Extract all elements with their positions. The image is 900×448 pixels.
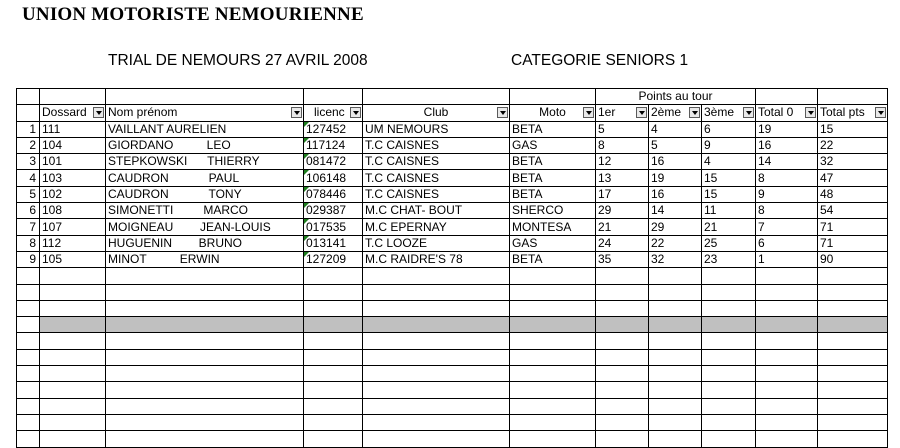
- empty-cell[interactable]: [702, 414, 756, 430]
- cell-dossard[interactable]: 104: [40, 137, 106, 153]
- filter-dropdown-icon[interactable]: [291, 107, 302, 118]
- filter-dropdown-icon[interactable]: [350, 107, 361, 118]
- empty-cell[interactable]: [510, 431, 596, 447]
- empty-row: [17, 382, 888, 398]
- cell-nom[interactable]: STEPKOWSKI THIERRY: [106, 154, 304, 170]
- empty-cell[interactable]: [596, 431, 649, 447]
- empty-row: [17, 398, 888, 414]
- cell-moto[interactable]: BETA: [510, 186, 596, 202]
- cell-moto[interactable]: GAS: [510, 137, 596, 153]
- empty-cell[interactable]: [702, 268, 756, 284]
- cell-total0[interactable]: 8: [756, 203, 818, 219]
- cell-tour3[interactable]: 15: [702, 170, 756, 186]
- cell-dossard[interactable]: 112: [40, 235, 106, 251]
- cell-total0[interactable]: 9: [756, 186, 818, 202]
- cell-totalpts[interactable]: 47: [818, 170, 888, 186]
- cell-nom[interactable]: GIORDANO LEO: [106, 137, 304, 153]
- cell-tour3[interactable]: 6: [702, 121, 756, 137]
- empty-cell[interactable]: [510, 284, 596, 300]
- cell-tour1[interactable]: 5: [596, 121, 649, 137]
- organization-title: UNION MOTORISTE NEMOURIENNE: [22, 4, 364, 25]
- cell-moto[interactable]: MONTESA: [510, 219, 596, 235]
- cell: [17, 89, 40, 105]
- cell-total0[interactable]: 14: [756, 154, 818, 170]
- empty-cell[interactable]: [702, 431, 756, 447]
- empty-cell[interactable]: [596, 398, 649, 414]
- cell: [40, 89, 106, 105]
- filter-dropdown-icon[interactable]: [743, 107, 754, 118]
- cell-nom[interactable]: CAUDRON TONY: [106, 186, 304, 202]
- empty-cell[interactable]: [818, 333, 888, 349]
- table-row: [17, 203, 888, 219]
- empty-cell[interactable]: [649, 414, 702, 430]
- empty-cell[interactable]: [596, 382, 649, 398]
- empty-cell[interactable]: [702, 366, 756, 382]
- header-totalpts: [818, 105, 888, 121]
- cell-licence[interactable]: 106148: [304, 170, 363, 186]
- cell-club[interactable]: M.C EPERNAY: [363, 219, 510, 235]
- empty-cell[interactable]: [649, 366, 702, 382]
- header-tour2-label: 2ème: [651, 105, 682, 120]
- cell-nom[interactable]: HUGUENIN BRUNO: [106, 235, 304, 251]
- cell-tour1[interactable]: 24: [596, 235, 649, 251]
- empty-cell[interactable]: [649, 284, 702, 300]
- cell-club[interactable]: T.C CAISNES: [363, 154, 510, 170]
- cell-tour1[interactable]: 29: [596, 203, 649, 219]
- empty-cell[interactable]: [363, 333, 510, 349]
- empty-cell[interactable]: [596, 268, 649, 284]
- empty-cell[interactable]: [40, 300, 106, 316]
- table-row: [17, 170, 888, 186]
- empty-cell[interactable]: [17, 284, 40, 300]
- cell-nom[interactable]: CAUDRON PAUL: [106, 170, 304, 186]
- empty-cell[interactable]: [17, 431, 40, 447]
- header-licence: [304, 105, 363, 121]
- empty-cell[interactable]: [17, 333, 40, 349]
- empty-cell[interactable]: [596, 284, 649, 300]
- empty-cell[interactable]: [363, 268, 510, 284]
- empty-cell[interactable]: [596, 349, 649, 365]
- empty-cell[interactable]: [510, 349, 596, 365]
- empty-cell[interactable]: [17, 349, 40, 365]
- header-tour3: [702, 105, 756, 121]
- empty-cell[interactable]: [40, 333, 106, 349]
- cell-tour2[interactable]: 29: [649, 219, 702, 235]
- empty-cell[interactable]: [304, 268, 363, 284]
- empty-row: [17, 317, 888, 333]
- empty-cell[interactable]: [363, 317, 510, 333]
- empty-cell[interactable]: [106, 366, 304, 382]
- row-number[interactable]: 8: [17, 235, 40, 251]
- empty-cell[interactable]: [756, 349, 818, 365]
- table-row: [17, 121, 888, 137]
- empty-row: [17, 431, 888, 447]
- table-row: [17, 219, 888, 235]
- empty-cell[interactable]: [702, 382, 756, 398]
- cell-tour3[interactable]: 4: [702, 154, 756, 170]
- empty-cell[interactable]: [649, 398, 702, 414]
- cell-licence[interactable]: 117124: [304, 137, 363, 153]
- table-row: [17, 186, 888, 202]
- empty-cell[interactable]: [818, 431, 888, 447]
- cell-total0[interactable]: 16: [756, 137, 818, 153]
- empty-cell[interactable]: [649, 349, 702, 365]
- empty-cell[interactable]: [702, 284, 756, 300]
- cell-tour3[interactable]: 21: [702, 219, 756, 235]
- filter-dropdown-icon[interactable]: [497, 107, 508, 118]
- cell-club[interactable]: UM NEMOURS: [363, 121, 510, 137]
- empty-cell[interactable]: [596, 333, 649, 349]
- empty-cell[interactable]: [756, 366, 818, 382]
- header-tour1: [596, 105, 649, 121]
- points-au-tour-header: Points au tour: [596, 89, 756, 105]
- empty-cell[interactable]: [40, 431, 106, 447]
- table-row: [17, 235, 888, 251]
- empty-row: [17, 300, 888, 316]
- empty-cell[interactable]: [596, 366, 649, 382]
- cell: [304, 89, 363, 105]
- cell-club[interactable]: M.C CHAT- BOUT: [363, 203, 510, 219]
- empty-cell[interactable]: [304, 382, 363, 398]
- header-nom: [106, 105, 304, 121]
- header-total0-label: Total 0: [758, 105, 794, 120]
- filter-dropdown-icon[interactable]: [689, 107, 700, 118]
- empty-cell[interactable]: [304, 333, 363, 349]
- empty-cell[interactable]: [702, 349, 756, 365]
- empty-cell[interactable]: [756, 300, 818, 316]
- empty-cell[interactable]: [818, 284, 888, 300]
- empty-cell[interactable]: [106, 284, 304, 300]
- cell-dossard[interactable]: 111: [40, 121, 106, 137]
- empty-cell[interactable]: [649, 300, 702, 316]
- empty-row: [17, 414, 888, 430]
- header-totalpts-label: Total pts: [820, 105, 865, 120]
- cell-moto[interactable]: BETA: [510, 251, 596, 267]
- group-header-row: [17, 89, 888, 105]
- header-tour2: [649, 105, 702, 121]
- cell-club[interactable]: T.C LOOZE: [363, 235, 510, 251]
- empty-cell[interactable]: [363, 366, 510, 382]
- empty-cell[interactable]: [818, 268, 888, 284]
- table-row: [17, 154, 888, 170]
- empty-cell[interactable]: [510, 333, 596, 349]
- cell-licence[interactable]: 078446: [304, 186, 363, 202]
- header-club: [363, 105, 510, 121]
- empty-cell[interactable]: [304, 431, 363, 447]
- cell-licence[interactable]: 081472: [304, 154, 363, 170]
- cell-tour3[interactable]: 25: [702, 235, 756, 251]
- empty-cell[interactable]: [510, 317, 596, 333]
- empty-cell[interactable]: [702, 333, 756, 349]
- cell-total0[interactable]: 1: [756, 251, 818, 267]
- cell-nom[interactable]: SIMONETTI MARCO: [106, 203, 304, 219]
- cell-moto[interactable]: SHERCO: [510, 203, 596, 219]
- empty-cell[interactable]: [363, 300, 510, 316]
- header-dossard: [40, 105, 106, 121]
- empty-cell[interactable]: [106, 431, 304, 447]
- empty-cell[interactable]: [40, 349, 106, 365]
- cell-licence[interactable]: 127209: [304, 251, 363, 267]
- cell-totalpts[interactable]: 71: [818, 235, 888, 251]
- header-moto: [510, 105, 596, 121]
- cell-nom[interactable]: MINOT ERWIN: [106, 251, 304, 267]
- empty-cell[interactable]: [818, 366, 888, 382]
- empty-cell[interactable]: [304, 349, 363, 365]
- column-header-row: [17, 105, 888, 121]
- header-moto-label: Moto: [539, 105, 566, 120]
- cell-nom[interactable]: MOIGNEAU JEAN-LOUIS: [106, 219, 304, 235]
- row-number[interactable]: 5: [17, 186, 40, 202]
- cell-dossard[interactable]: 105: [40, 251, 106, 267]
- empty-cell[interactable]: [818, 414, 888, 430]
- empty-cell[interactable]: [649, 431, 702, 447]
- empty-cell[interactable]: [510, 414, 596, 430]
- empty-cell[interactable]: [106, 268, 304, 284]
- empty-cell[interactable]: [756, 431, 818, 447]
- cell-tour2[interactable]: 14: [649, 203, 702, 219]
- empty-cell[interactable]: [363, 284, 510, 300]
- empty-cell[interactable]: [40, 382, 106, 398]
- cell-totalpts[interactable]: 48: [818, 186, 888, 202]
- cell-tour1[interactable]: 8: [596, 137, 649, 153]
- table-row: [17, 137, 888, 153]
- cell-total0[interactable]: 19: [756, 121, 818, 137]
- empty-cell[interactable]: [818, 398, 888, 414]
- category-subtitle: CATEGORIE SENIORS 1: [511, 52, 689, 69]
- empty-cell[interactable]: [17, 268, 40, 284]
- empty-cell[interactable]: [649, 317, 702, 333]
- empty-cell[interactable]: [304, 398, 363, 414]
- empty-cell[interactable]: [17, 382, 40, 398]
- row-number[interactable]: 9: [17, 251, 40, 267]
- cell-totalpts[interactable]: 90: [818, 251, 888, 267]
- row-number[interactable]: 2: [17, 137, 40, 153]
- filter-dropdown-icon[interactable]: [583, 107, 594, 118]
- cell-tour2[interactable]: 19: [649, 170, 702, 186]
- cell-moto[interactable]: BETA: [510, 121, 596, 137]
- empty-cell[interactable]: [304, 317, 363, 333]
- empty-cell[interactable]: [649, 268, 702, 284]
- cell-tour2[interactable]: 5: [649, 137, 702, 153]
- cell-tour2[interactable]: 4: [649, 121, 702, 137]
- cell-tour1[interactable]: 13: [596, 170, 649, 186]
- cell-club[interactable]: T.C CAISNES: [363, 170, 510, 186]
- empty-cell[interactable]: [304, 366, 363, 382]
- cell-tour1[interactable]: 12: [596, 154, 649, 170]
- empty-cell[interactable]: [756, 398, 818, 414]
- empty-cell[interactable]: [17, 366, 40, 382]
- empty-cell[interactable]: [510, 300, 596, 316]
- cell-club[interactable]: T.C CAISNES: [363, 186, 510, 202]
- cell-totalpts[interactable]: 32: [818, 154, 888, 170]
- empty-cell[interactable]: [363, 414, 510, 430]
- cell-tour3[interactable]: 23: [702, 251, 756, 267]
- empty-cell[interactable]: [596, 300, 649, 316]
- cell-licence[interactable]: 013141: [304, 235, 363, 251]
- empty-cell[interactable]: [818, 317, 888, 333]
- empty-cell[interactable]: [510, 268, 596, 284]
- cell-tour1[interactable]: 35: [596, 251, 649, 267]
- empty-cell[interactable]: [17, 414, 40, 430]
- row-number[interactable]: 7: [17, 219, 40, 235]
- header-tour3-label: 3ème: [704, 105, 735, 120]
- empty-cell[interactable]: [756, 284, 818, 300]
- empty-cell[interactable]: [510, 382, 596, 398]
- cell: [756, 89, 818, 105]
- row-number[interactable]: 4: [17, 170, 40, 186]
- event-subtitle: TRIAL DE NEMOURS 27 AVRIL 2008: [108, 52, 368, 69]
- empty-cell[interactable]: [17, 317, 40, 333]
- cell-tour2[interactable]: 16: [649, 154, 702, 170]
- filter-dropdown-icon[interactable]: [636, 107, 647, 118]
- empty-cell[interactable]: [649, 382, 702, 398]
- header-licence-label: licenc: [314, 105, 345, 120]
- empty-cell[interactable]: [818, 382, 888, 398]
- empty-row: [17, 349, 888, 365]
- empty-cell[interactable]: [702, 300, 756, 316]
- cell-tour1[interactable]: 21: [596, 219, 649, 235]
- empty-cell[interactable]: [40, 317, 106, 333]
- cell: [510, 89, 596, 105]
- cell-total0[interactable]: 7: [756, 219, 818, 235]
- empty-cell[interactable]: [510, 366, 596, 382]
- cell: [818, 89, 888, 105]
- cell: [17, 105, 40, 121]
- empty-row: [17, 333, 888, 349]
- cell-totalpts[interactable]: 15: [818, 121, 888, 137]
- empty-cell[interactable]: [818, 349, 888, 365]
- empty-cell[interactable]: [596, 317, 649, 333]
- cell-moto[interactable]: BETA: [510, 170, 596, 186]
- empty-cell[interactable]: [17, 398, 40, 414]
- empty-cell[interactable]: [106, 414, 304, 430]
- cell-licence[interactable]: 029387: [304, 203, 363, 219]
- cell-total0[interactable]: 6: [756, 235, 818, 251]
- empty-cell[interactable]: [106, 382, 304, 398]
- empty-cell[interactable]: [304, 284, 363, 300]
- cell-moto[interactable]: BETA: [510, 154, 596, 170]
- empty-cell[interactable]: [756, 414, 818, 430]
- empty-cell[interactable]: [756, 268, 818, 284]
- cell-dossard[interactable]: 101: [40, 154, 106, 170]
- empty-cell[interactable]: [702, 398, 756, 414]
- cell-dossard[interactable]: 107: [40, 219, 106, 235]
- header-club-label: Club: [423, 105, 449, 120]
- header-nom-label: Nom prénom: [108, 105, 178, 120]
- empty-cell[interactable]: [304, 300, 363, 316]
- empty-cell[interactable]: [510, 398, 596, 414]
- cell-tour2[interactable]: 16: [649, 186, 702, 202]
- empty-cell[interactable]: [40, 398, 106, 414]
- empty-row: [17, 268, 888, 284]
- empty-cell[interactable]: [106, 349, 304, 365]
- cell-totalpts[interactable]: 54: [818, 203, 888, 219]
- cell-nom[interactable]: VAILLANT AURELIEN: [106, 121, 304, 137]
- cell-totalpts[interactable]: 71: [818, 219, 888, 235]
- filter-dropdown-icon[interactable]: [875, 107, 886, 118]
- filter-dropdown-icon[interactable]: [93, 107, 104, 118]
- empty-row: [17, 284, 888, 300]
- cell-dossard[interactable]: 102: [40, 186, 106, 202]
- empty-cell[interactable]: [40, 284, 106, 300]
- cell-club[interactable]: M.C RAIDRE'S 78: [363, 251, 510, 267]
- cell-tour2[interactable]: 32: [649, 251, 702, 267]
- empty-cell[interactable]: [17, 300, 40, 316]
- empty-cell[interactable]: [40, 268, 106, 284]
- cell: [363, 89, 510, 105]
- cell-licence[interactable]: 017535: [304, 219, 363, 235]
- header-tour1-label: 1er: [598, 105, 616, 120]
- cell-club[interactable]: T.C CAISNES: [363, 137, 510, 153]
- cell: [106, 89, 304, 105]
- empty-cell[interactable]: [363, 349, 510, 365]
- filter-dropdown-icon[interactable]: [805, 107, 816, 118]
- empty-row: [17, 366, 888, 382]
- cell-tour3[interactable]: 11: [702, 203, 756, 219]
- cell-moto[interactable]: GAS: [510, 235, 596, 251]
- row-number[interactable]: 6: [17, 203, 40, 219]
- cell-dossard[interactable]: 103: [40, 170, 106, 186]
- empty-cell[interactable]: [756, 333, 818, 349]
- table-row: [17, 251, 888, 267]
- empty-cell[interactable]: [363, 431, 510, 447]
- cell-tour3[interactable]: 9: [702, 137, 756, 153]
- empty-cell[interactable]: [106, 333, 304, 349]
- cell-licence[interactable]: 127452: [304, 121, 363, 137]
- cell-total0[interactable]: 8: [756, 170, 818, 186]
- cell-totalpts[interactable]: 22: [818, 137, 888, 153]
- empty-cell[interactable]: [106, 317, 304, 333]
- empty-cell[interactable]: [363, 398, 510, 414]
- cell-dossard[interactable]: 108: [40, 203, 106, 219]
- empty-cell[interactable]: [106, 398, 304, 414]
- header-dossard-label: Dossard: [42, 105, 87, 120]
- empty-cell[interactable]: [40, 366, 106, 382]
- header-total0: [756, 105, 818, 121]
- results-table: [16, 88, 888, 448]
- empty-cell[interactable]: [818, 300, 888, 316]
- cell-tour2[interactable]: 22: [649, 235, 702, 251]
- cell-tour3[interactable]: 15: [702, 186, 756, 202]
- empty-cell[interactable]: [596, 414, 649, 430]
- empty-cell[interactable]: [649, 333, 702, 349]
- empty-cell[interactable]: [756, 317, 818, 333]
- empty-cell[interactable]: [363, 382, 510, 398]
- empty-cell[interactable]: [304, 414, 363, 430]
- empty-cell[interactable]: [756, 382, 818, 398]
- cell-tour1[interactable]: 17: [596, 186, 649, 202]
- row-number[interactable]: 1: [17, 121, 40, 137]
- empty-cell[interactable]: [702, 317, 756, 333]
- empty-cell[interactable]: [106, 300, 304, 316]
- empty-cell[interactable]: [40, 414, 106, 430]
- row-number[interactable]: 3: [17, 154, 40, 170]
